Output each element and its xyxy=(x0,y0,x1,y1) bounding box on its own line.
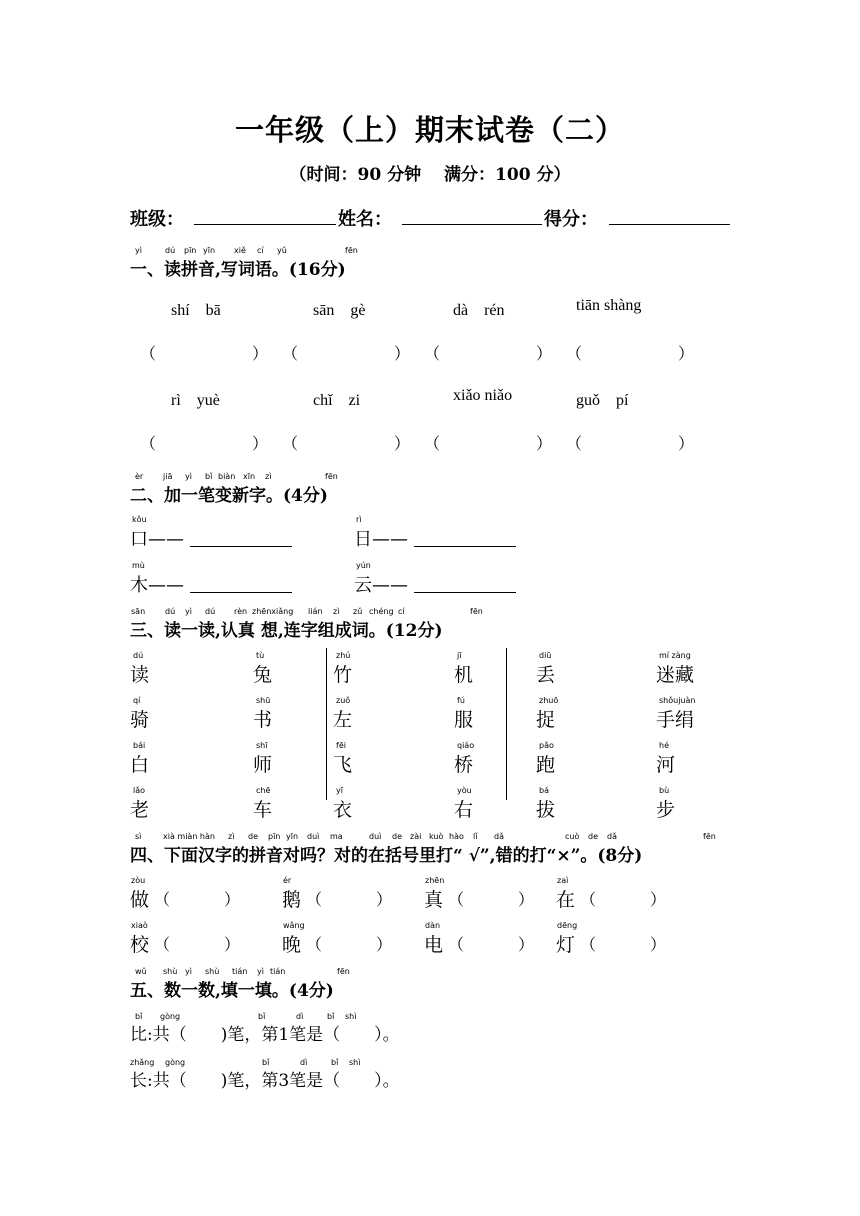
pinyin-annotation: qí xyxy=(133,696,141,705)
pinyin-annotation: zuǒ xyxy=(336,696,351,705)
pinyin-annotation: ér xyxy=(283,876,292,885)
pinyin-annotation: yòu xyxy=(457,786,472,795)
pinyin-annotation: de xyxy=(392,832,402,841)
match-character[interactable]: 桥 xyxy=(454,754,474,776)
answer-bracket[interactable]: （ ） xyxy=(566,344,694,363)
pinyin-annotation: yì xyxy=(135,246,142,255)
pinyin-word: shí bā xyxy=(171,302,221,319)
pinyin-annotation: zhǎng xyxy=(130,1058,155,1067)
answer-line[interactable] xyxy=(190,528,292,547)
pinyin-annotation: lián xyxy=(308,607,323,616)
pinyin-annotation: dì xyxy=(300,1058,308,1067)
answer-bracket[interactable]: （ ） xyxy=(566,434,694,453)
match-character[interactable]: 右 xyxy=(454,799,474,821)
pinyin-annotation: fēn xyxy=(337,967,350,976)
pinyin-annotation: fēn xyxy=(470,607,483,616)
name-field[interactable] xyxy=(402,206,542,225)
answer-bracket[interactable]: （ ） xyxy=(140,434,268,453)
match-character[interactable]: 骑 xyxy=(130,709,150,731)
pinyin-annotation: yī xyxy=(336,786,343,795)
pinyin-annotation: xīn xyxy=(243,472,256,481)
pinyin-annotation: cuò xyxy=(565,832,580,841)
match-character[interactable]: 捉 xyxy=(536,709,556,731)
character: 日—— xyxy=(354,529,408,550)
character: 在 xyxy=(556,889,576,911)
pinyin-annotation: dēng xyxy=(557,921,578,930)
pinyin-word: sān gè xyxy=(313,302,366,319)
answer-bracket[interactable]: （ ） xyxy=(282,434,410,453)
pinyin-annotation: èr xyxy=(135,472,144,481)
pinyin-annotation: xiě xyxy=(234,246,246,255)
match-character[interactable]: 师 xyxy=(253,754,273,776)
answer-bracket[interactable]: （ ） xyxy=(580,890,666,909)
pinyin-annotation: zì xyxy=(228,832,235,841)
pinyin-annotation: jī xyxy=(457,651,462,660)
pinyin-annotation: fēi xyxy=(336,741,346,750)
pinyin-annotation: yīn xyxy=(286,832,299,841)
pinyin-annotation: bù xyxy=(659,786,670,795)
section5-line2[interactable]: 长:共（ )笔，第3笔是（ ）。 xyxy=(130,1071,400,1091)
answer-bracket[interactable]: （ ） xyxy=(282,344,410,363)
match-character[interactable]: 手绢 xyxy=(656,709,695,731)
pinyin-annotation: hào xyxy=(449,832,464,841)
section5-line1[interactable]: 比:共（ )笔，第1笔是（ ）。 xyxy=(130,1025,400,1045)
pinyin-annotation: xià miàn hàn xyxy=(163,832,215,841)
pinyin-annotation: shī xyxy=(256,741,268,750)
answer-bracket[interactable]: （ ） xyxy=(424,344,552,363)
pinyin-annotation: zì xyxy=(333,607,340,616)
answer-bracket[interactable]: （ ） xyxy=(154,935,240,954)
match-character[interactable]: 机 xyxy=(454,664,474,686)
pinyin-annotation: shù xyxy=(205,967,220,976)
pinyin-annotation: dǎ xyxy=(494,832,504,841)
pinyin-annotation: bá xyxy=(539,786,549,795)
class-field[interactable] xyxy=(194,206,336,225)
character: 灯 xyxy=(556,934,576,956)
pinyin-annotation: bái xyxy=(133,741,146,750)
character: 电 xyxy=(424,934,444,956)
section2-heading: 二、加一笔变新字。(4分) xyxy=(130,486,328,506)
column-divider xyxy=(326,648,327,800)
pinyin-annotation: mí zàng xyxy=(659,651,691,660)
answer-bracket[interactable]: （ ） xyxy=(580,935,666,954)
section3-heading: 三、读一读,认真 想,连字组成词。(12分) xyxy=(130,621,443,641)
pinyin-annotation: shù xyxy=(163,967,178,976)
pinyin-annotation: duì xyxy=(369,832,382,841)
pinyin-annotation: dǎ xyxy=(607,832,617,841)
pinyin-annotation: tù xyxy=(256,651,265,660)
pinyin-word: guǒ pí xyxy=(576,392,629,409)
pinyin-annotation: kǒu xyxy=(132,515,147,524)
pinyin-annotation: dú xyxy=(165,246,176,255)
pinyin-annotation: fēn xyxy=(325,472,338,481)
pinyin-annotation: ma xyxy=(330,832,343,841)
answer-bracket[interactable]: （ ） xyxy=(448,935,534,954)
pinyin-annotation: yì xyxy=(185,967,192,976)
answer-bracket[interactable]: （ ） xyxy=(140,344,268,363)
pinyin-annotation: lǎo xyxy=(133,786,146,795)
pinyin-annotation: cí xyxy=(257,246,264,255)
character: 做 xyxy=(130,889,150,911)
pinyin-annotation: dú xyxy=(133,651,144,660)
pinyin-annotation: shì xyxy=(345,1012,357,1021)
answer-line[interactable] xyxy=(414,574,516,593)
pinyin-word: tiān shàng xyxy=(576,297,642,314)
pinyin-annotation: gòng xyxy=(160,1012,181,1021)
pinyin-annotation: rì xyxy=(356,515,362,524)
score-label: 得分： xyxy=(544,209,598,230)
pinyin-annotation: zhēnxiǎng xyxy=(252,607,294,616)
pinyin-annotation: shì xyxy=(349,1058,361,1067)
pinyin-annotation: fú xyxy=(457,696,465,705)
match-character[interactable]: 兔 xyxy=(253,664,273,686)
match-character[interactable]: 车 xyxy=(253,799,273,821)
answer-bracket[interactable]: （ ） xyxy=(448,890,534,909)
class-label: 班级： xyxy=(130,209,184,230)
answer-bracket[interactable]: （ ） xyxy=(424,434,552,453)
pinyin-annotation: yì xyxy=(257,967,264,976)
pinyin-annotation: zǔ xyxy=(353,607,363,616)
pinyin-annotation: fēn xyxy=(345,246,358,255)
pinyin-annotation: dú xyxy=(205,607,216,616)
pinyin-annotation: sān xyxy=(131,607,146,616)
match-character[interactable]: 白 xyxy=(130,754,150,776)
character: 真 xyxy=(424,889,444,911)
pinyin-annotation: dì xyxy=(296,1012,304,1021)
pinyin-annotation: yún xyxy=(356,561,371,570)
pinyin-annotation: sì xyxy=(135,832,142,841)
character: 口—— xyxy=(130,529,184,550)
pinyin-annotation: rèn xyxy=(234,607,248,616)
pinyin-annotation: zòu xyxy=(131,876,146,885)
match-character[interactable]: 衣 xyxy=(333,799,353,821)
pinyin-annotation: pīn xyxy=(184,246,197,255)
pinyin-annotation: pǎo xyxy=(539,741,554,750)
pinyin-annotation: bǐ xyxy=(262,1058,270,1067)
character: 校 xyxy=(130,934,150,956)
pinyin-annotation: hé xyxy=(659,741,669,750)
match-character[interactable]: 河 xyxy=(656,754,676,776)
match-character[interactable]: 丢 xyxy=(536,664,556,686)
pinyin-word: rì yuè xyxy=(171,392,220,409)
match-character[interactable]: 跑 xyxy=(536,754,556,776)
pinyin-annotation: zì xyxy=(265,472,272,481)
exam-info: （时间：90 分钟 满分：100 分） xyxy=(289,165,571,185)
pinyin-annotation: bǐ xyxy=(258,1012,266,1021)
pinyin-word: chǐ zi xyxy=(313,392,361,409)
pinyin-annotation: zhuō xyxy=(539,696,559,705)
pinyin-annotation: yǔ xyxy=(277,246,287,255)
pinyin-annotation: yì xyxy=(185,472,192,481)
name-label: 姓名： xyxy=(338,209,392,230)
answer-bracket[interactable]: （ ） xyxy=(306,890,392,909)
pinyin-annotation: wǔ xyxy=(135,967,147,976)
pinyin-annotation: jiā xyxy=(163,472,173,481)
pinyin-annotation: shū xyxy=(256,696,271,705)
pinyin-annotation: zhú xyxy=(336,651,351,660)
pinyin-annotation: de xyxy=(588,832,598,841)
match-character[interactable]: 竹 xyxy=(333,664,353,686)
pinyin-annotation: gòng xyxy=(165,1058,186,1067)
pinyin-annotation: bǐ xyxy=(205,472,213,481)
match-character[interactable]: 左 xyxy=(333,709,353,731)
character: 木—— xyxy=(130,575,184,596)
pinyin-annotation: de xyxy=(248,832,258,841)
match-character[interactable]: 书 xyxy=(253,709,273,731)
match-character[interactable]: 服 xyxy=(454,709,474,731)
score-field[interactable] xyxy=(609,206,730,225)
column-divider xyxy=(506,648,507,800)
pinyin-annotation: zài xyxy=(410,832,422,841)
pinyin-annotation: duì xyxy=(307,832,320,841)
match-character[interactable]: 步 xyxy=(656,799,676,821)
pinyin-annotation: bǐ xyxy=(331,1058,339,1067)
section1-heading: 一、读拼音,写词语。(16分) xyxy=(130,260,346,280)
answer-bracket[interactable]: （ ） xyxy=(306,935,392,954)
pinyin-word: xiǎo niǎo xyxy=(453,387,513,404)
pinyin-annotation: qiáo xyxy=(457,741,475,750)
pinyin-annotation: chē xyxy=(256,786,271,795)
pinyin-annotation: cí xyxy=(398,607,405,616)
match-character[interactable]: 老 xyxy=(130,799,150,821)
section5-heading: 五、数一数,填一填。(4分) xyxy=(130,981,334,1001)
pinyin-annotation: wǎng xyxy=(283,921,305,930)
pinyin-annotation: pīn xyxy=(268,832,281,841)
pinyin-annotation: dú xyxy=(165,607,176,616)
section4-heading: 四、下面汉字的拼音对吗？对的在括号里打“ √”,错的打“×”。(8分) xyxy=(130,846,643,866)
pinyin-annotation: shǒujuàn xyxy=(659,696,696,705)
pinyin-annotation: biàn xyxy=(218,472,236,481)
match-character[interactable]: 飞 xyxy=(333,754,353,776)
pinyin-annotation: dàn xyxy=(425,921,441,930)
character: 鹅 xyxy=(282,889,302,911)
pinyin-annotation: bǐ xyxy=(327,1012,335,1021)
answer-bracket[interactable]: （ ） xyxy=(154,890,240,909)
pinyin-word: dà rén xyxy=(453,302,505,319)
pinyin-annotation: kuò xyxy=(429,832,444,841)
pinyin-annotation: fēn xyxy=(703,832,716,841)
pinyin-annotation: tián xyxy=(270,967,286,976)
match-character[interactable]: 拔 xyxy=(536,799,556,821)
pinyin-annotation: lǐ xyxy=(473,832,478,841)
pinyin-annotation: mù xyxy=(132,561,145,570)
answer-line[interactable] xyxy=(414,528,516,547)
pinyin-annotation: bǐ xyxy=(135,1012,143,1021)
match-character[interactable]: 迷藏 xyxy=(656,664,695,686)
pinyin-annotation: yīn xyxy=(203,246,216,255)
pinyin-annotation: yì xyxy=(185,607,192,616)
pinyin-annotation: zhēn xyxy=(425,876,445,885)
answer-line[interactable] xyxy=(190,574,292,593)
pinyin-annotation: zaì xyxy=(557,876,569,885)
character: 晚 xyxy=(282,934,302,956)
character: 云—— xyxy=(354,575,408,596)
pinyin-annotation: diū xyxy=(539,651,552,660)
pinyin-annotation: chéng xyxy=(369,607,394,616)
pinyin-annotation: xiaò xyxy=(131,921,148,930)
page-title: 一年级（上）期末试卷（二） xyxy=(234,113,625,147)
match-character[interactable]: 读 xyxy=(130,664,150,686)
pinyin-annotation: tián xyxy=(232,967,248,976)
